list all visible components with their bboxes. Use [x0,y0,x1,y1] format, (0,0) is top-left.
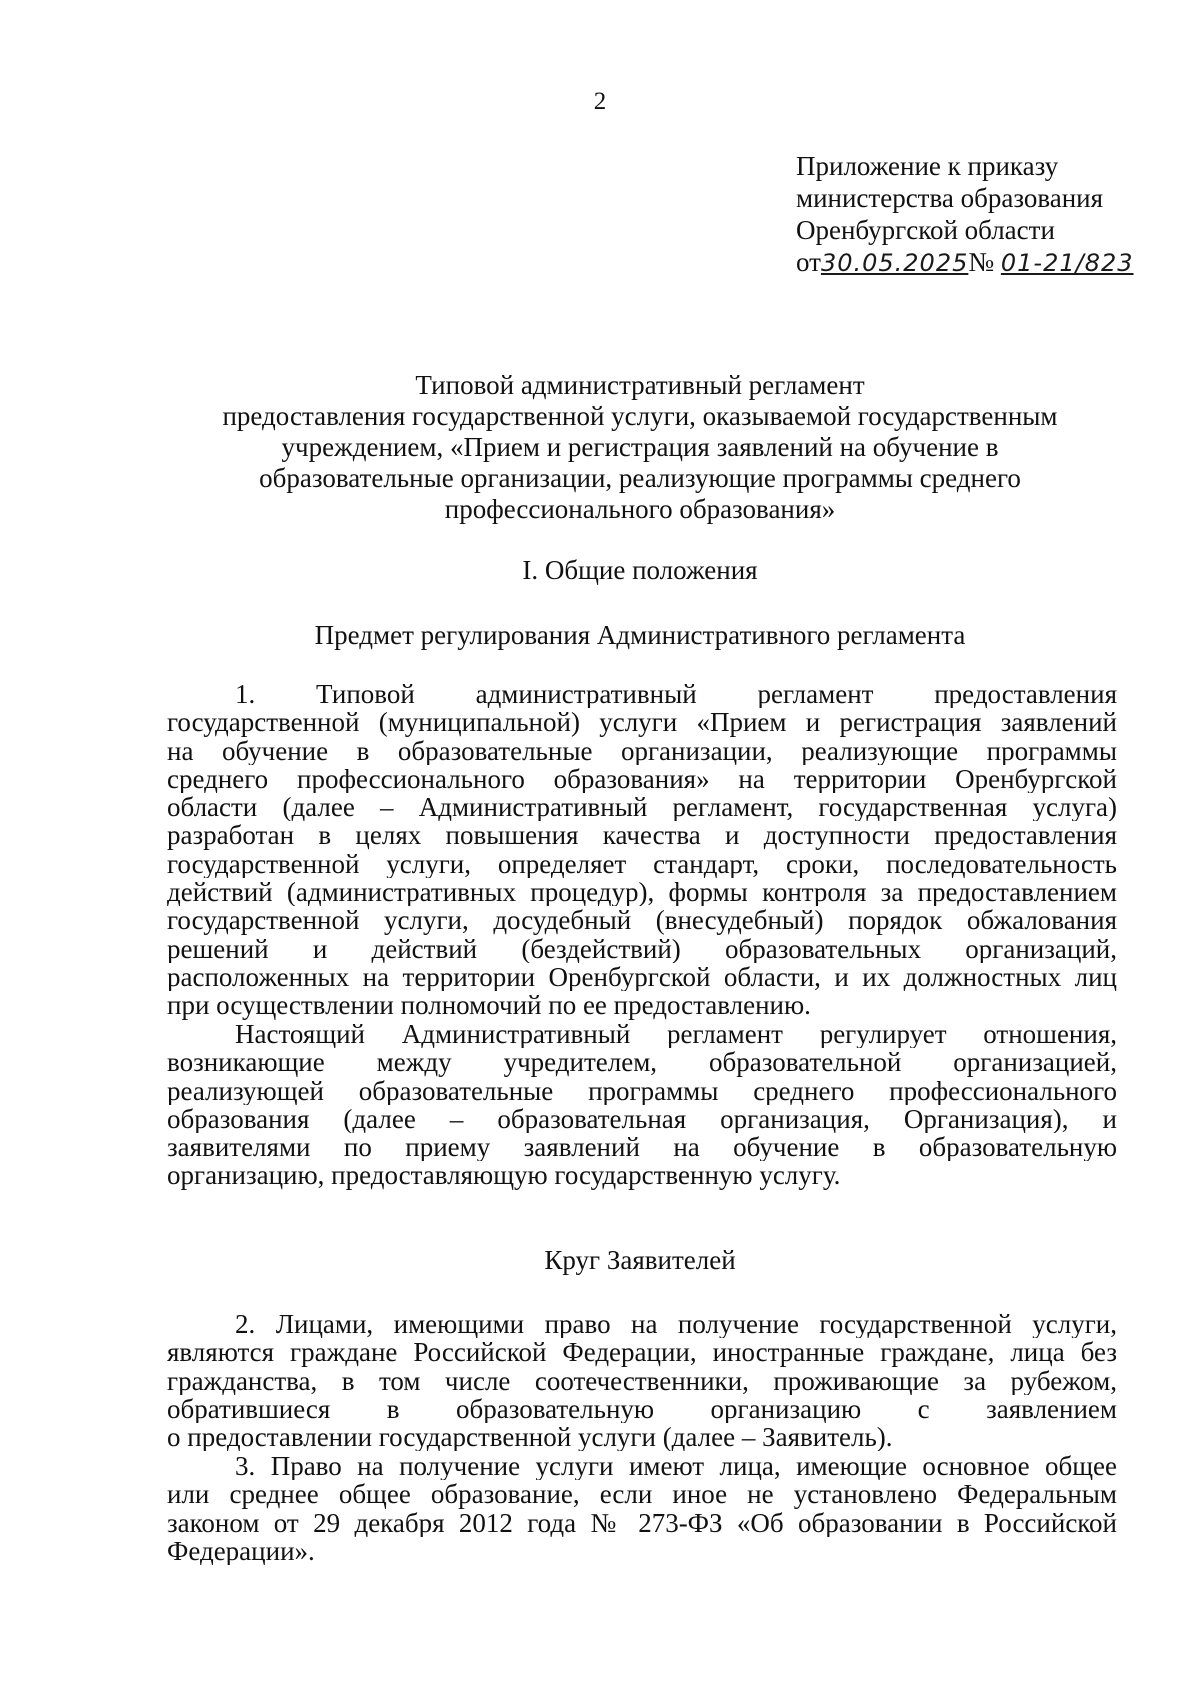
text-line: действий (административных процедур), формы контроля за предоставлением [167,878,1117,907]
title-line: профессионального образования» [444,494,836,524]
text-line: при осуществлении полномочий по ее предоставлению. [167,991,811,1020]
document-title [180,370,1100,525]
text-line: решений и действий (бездействий) образовательных организаций, [167,934,1117,963]
text-line: являются граждане Российской Федерации, иностранные граждане, лица без [167,1338,1117,1367]
subsection-heading: Круг Заявителей [544,1245,736,1275]
text-line: организацию, предоставляющую государственную услугу. [167,1161,841,1190]
text-line: государственной (муниципальной) услуги «Прием и регистрация заявлений [167,708,1117,737]
text-line: государственной услуги, определяет стандарт, сроки, последовательность [167,849,1117,879]
title-line: образовательные организации, реализующие программы среднего [259,463,1021,493]
paragraph-1 [167,680,1117,1020]
text-line: обратившиеся в образовательную организацию с заявлением [167,1394,1117,1424]
text-line: расположенных на территории Оренбургской области, и их должностных лиц [167,962,1117,992]
appendix-block [796,150,1134,279]
text-line: разработан в целях повышения качества и доступности предоставления [167,821,1117,850]
text-line: или среднее общее образование, если иное не установлено Федеральным [167,1480,1117,1509]
text-line: среднего профессионального образования» на территории Оренбургской [167,764,1117,794]
section-heading: I. Общие положения [522,555,758,585]
number-prefix: № [968,247,995,277]
appendix-line: министерства образования [796,183,1104,213]
text-line: гражданства, в том числе соотечественники, проживающие за рубежом, [167,1366,1117,1395]
text-line: Настоящий Административный регламент регулирует отношения, [235,1020,1117,1049]
text-line: образования (далее – образовательная организация, Организация), и [167,1104,1117,1134]
text-line: государственной услуги, досудебный (внесудебный) порядок обжалования [167,906,1117,935]
text-line: 3. Право на получение услуги имеют лица, имеющие основное общее [235,1452,1117,1481]
text-line: на обучение в образовательные организации, реализующие программы [167,736,1117,765]
order-date-number [796,246,1134,279]
text-line: 1. Типовой административный регламент предоставления [235,680,1117,709]
text-line: области (далее – Административный регламент, государственная услуга) [167,793,1117,822]
page-number: 2 [593,88,607,115]
title-line: учреждением, «Прием и регистрация заявлений на обучение в [281,432,999,462]
text-line: о предоставлении государственной услуги (далее – Заявитель). [167,1423,893,1452]
paragraph-3 [167,1310,1117,1451]
paragraph-4 [167,1452,1117,1565]
handwritten-order-number: 01-21/823 [1000,249,1134,277]
text-line: возникающие между учредителем, образовательной организацией, [167,1048,1117,1077]
appendix-line: Оренбургской области [796,215,1055,245]
date-prefix: от [796,247,821,277]
title-line: Типовой административный регламент [415,370,865,400]
text-line: Федерации». [167,1536,315,1566]
subsection-heading: Предмет регулирования Административного регламента [314,620,966,650]
paragraph-2 [167,1020,1117,1190]
handwritten-date: 30.05.2025 [820,249,969,277]
title-line: предоставления государственной услуги, оказываемой государственным [222,401,1058,431]
text-line: реализующей образовательные программы среднего профессионального [167,1076,1117,1105]
text-line: законом от 29 декабря 2012 года № 273-ФЗ «Об образовании в Российской [167,1508,1117,1537]
text-line: 2. Лицами, имеющими право на получение государственной услуги, [235,1310,1117,1339]
appendix-line: Приложение к приказу [796,151,1059,181]
text-line: заявителями по приему заявлений на обучение в образовательную [167,1133,1117,1162]
